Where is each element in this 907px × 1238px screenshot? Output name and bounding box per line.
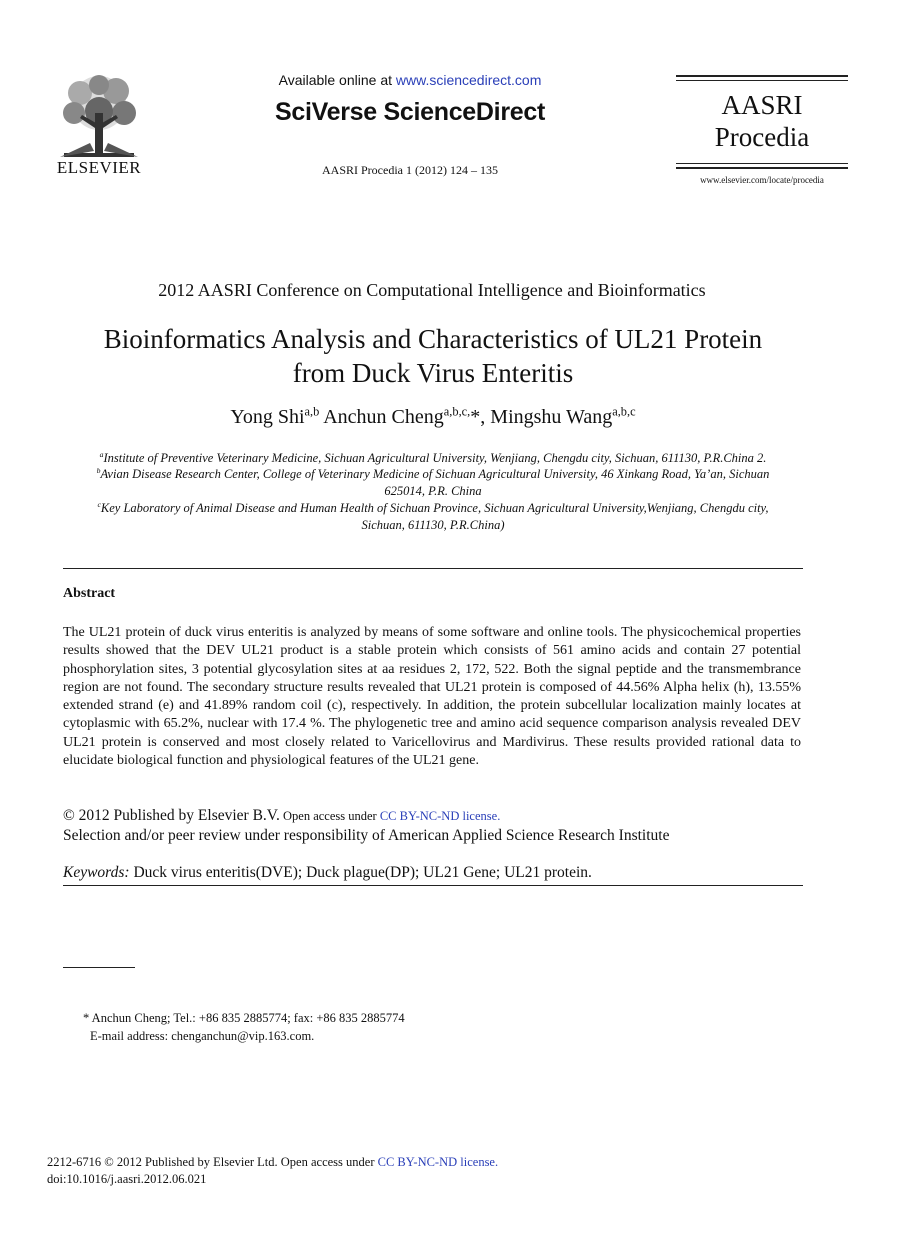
affiliation-line: Sichuan, 611130, P.R.China) (361, 518, 505, 532)
journal-top-rule (676, 75, 848, 77)
author-affil-sup: a,b,c (612, 404, 636, 419)
affiliation-line: Institute of Preventive Veterinary Medicine, Sichuan Agricultural University, Wenjiang, Chengdu city, Sichuan, 611130, P.R.China 2. (103, 451, 767, 465)
copyright-main: © 2012 Published by Elsevier B.V. (63, 807, 280, 824)
footnote-rule (63, 967, 135, 968)
journal-bottom-rule (676, 167, 848, 169)
affiliation (40, 450, 826, 467)
bottom-license-link[interactable]: CC BY-NC-ND license. (377, 1155, 499, 1169)
author-name: Yong Shi (230, 406, 305, 428)
journal-citation: AASRI Procedia 1 (2012) 124 – 135 (322, 163, 498, 177)
paper-title (40, 322, 826, 390)
license-link[interactable]: CC BY-NC-ND license. (379, 809, 501, 823)
affiliation-line: Key Laboratory of Animal Disease and Human Health of Sichuan Province, Sichuan Agricultural University,Wenjiang, Chengdu city, (100, 501, 769, 515)
author-affil-sup: a,b (304, 404, 320, 419)
issn-text: 2212-6716 © 2012 Published by Elsevier Ltd. Open access under (47, 1155, 378, 1169)
affiliation-line: Avian Disease Research Center, College of Veterinary Medicine of Sichuan Agricultural University, 46 Xinkang Road, Ya’an, Sichuan (100, 467, 770, 481)
affiliation-line: 625014, P.R. China (384, 484, 482, 498)
sciencedirect-link[interactable]: www.sciencedirect.com (395, 72, 542, 88)
affiliation-sup: b (96, 465, 101, 475)
copyright-block (63, 806, 803, 845)
abstract-text: The UL21 protein of duck virus enteritis is analyzed by means of some software and online tools. The physicochemical properties results showed that the DEV UL21 product is a stable protein which consists of 561 amino acids and contain 27 potential phosphorylation sites, 3 potential glycosylation sites at aa residues 2, 172, 522. Both the signal peptide and the transmembrance region are not found. The secondary structure results revealed that UL21 protein is composed of 44.56% Alpha helix (h), 13.55% extended strand (e) and 41.89% random coil (c), respectively. In addition, the protein subcellular localization mainly locates at cytoplasmic with 65.2%, nuclear with 17.4 %. The phylogenetic tree and amino acid sequence comparison analysis revealed DEV UL21 protein is conserved and most closely related to Varicellovirus and Mardivirus. These results provided rational data to elucidate biological function and physiological features of the UL21 gene. (63, 625, 801, 769)
affiliation (40, 466, 826, 500)
title-line2: from Duck Virus Enteritis (292, 358, 574, 388)
keywords-label: Keywords: (63, 864, 130, 881)
keywords-list: Duck virus enteritis(DVE); Duck plague(DP); UL21 Gene; UL21 protein. (129, 864, 592, 881)
author-affil-sup: a,b,c, (443, 404, 471, 419)
title-line1: Bioinformatics Analysis and Characteristics of UL21 Protein (103, 324, 763, 354)
keywords-bottom-rule (63, 885, 803, 886)
elsevier-tree-icon (50, 73, 148, 163)
abstract-heading: Abstract (63, 586, 116, 601)
footnote-contact: * Anchun Cheng; Tel.: +86 835 2885774; fax: +86 835 2885774 (83, 1011, 405, 1025)
open-access-text: Open access under (279, 809, 380, 823)
abstract-top-rule (63, 568, 803, 569)
doi: doi:10.1016/j.aasri.2012.06.021 (47, 1172, 207, 1186)
journal-bottom-rule-thin (676, 163, 848, 164)
keywords-line (63, 864, 803, 882)
corresponding-mark: * (470, 406, 481, 428)
affiliation-sup: a (99, 449, 104, 459)
journal-url[interactable]: www.elsevier.com/locate/procedia (700, 175, 824, 185)
author-separator: , (480, 406, 491, 428)
platform-wordmark: SciVerse ScienceDirect (275, 98, 545, 126)
corresponding-footnote (63, 1009, 663, 1045)
journal-name-line1: AASRI (721, 90, 803, 120)
conference-name: 2012 AASRI Conference on Computational Intelligence and Bioinformatics (158, 280, 706, 300)
journal-top-rule-thin (676, 80, 848, 81)
affiliation (40, 500, 826, 534)
affiliation-sup: c (97, 499, 101, 509)
journal-name (676, 89, 848, 153)
author-name: Anchun Cheng (323, 406, 444, 428)
peer-review-line: Selection and/or peer review under responsibility of American Applied Science Research Institute (63, 827, 670, 844)
available-online-line (240, 72, 580, 88)
issn-block (47, 1154, 747, 1188)
author-name: Mingshu Wang (490, 406, 613, 428)
publisher-wordmark: ELSEVIER (56, 158, 142, 177)
author-list (40, 406, 826, 429)
available-prefix: Available online at (278, 72, 396, 88)
journal-name-line2: Procedia (714, 122, 810, 152)
footnote-email: E-mail address: chenganchun@vip.163.com. (90, 1029, 315, 1043)
